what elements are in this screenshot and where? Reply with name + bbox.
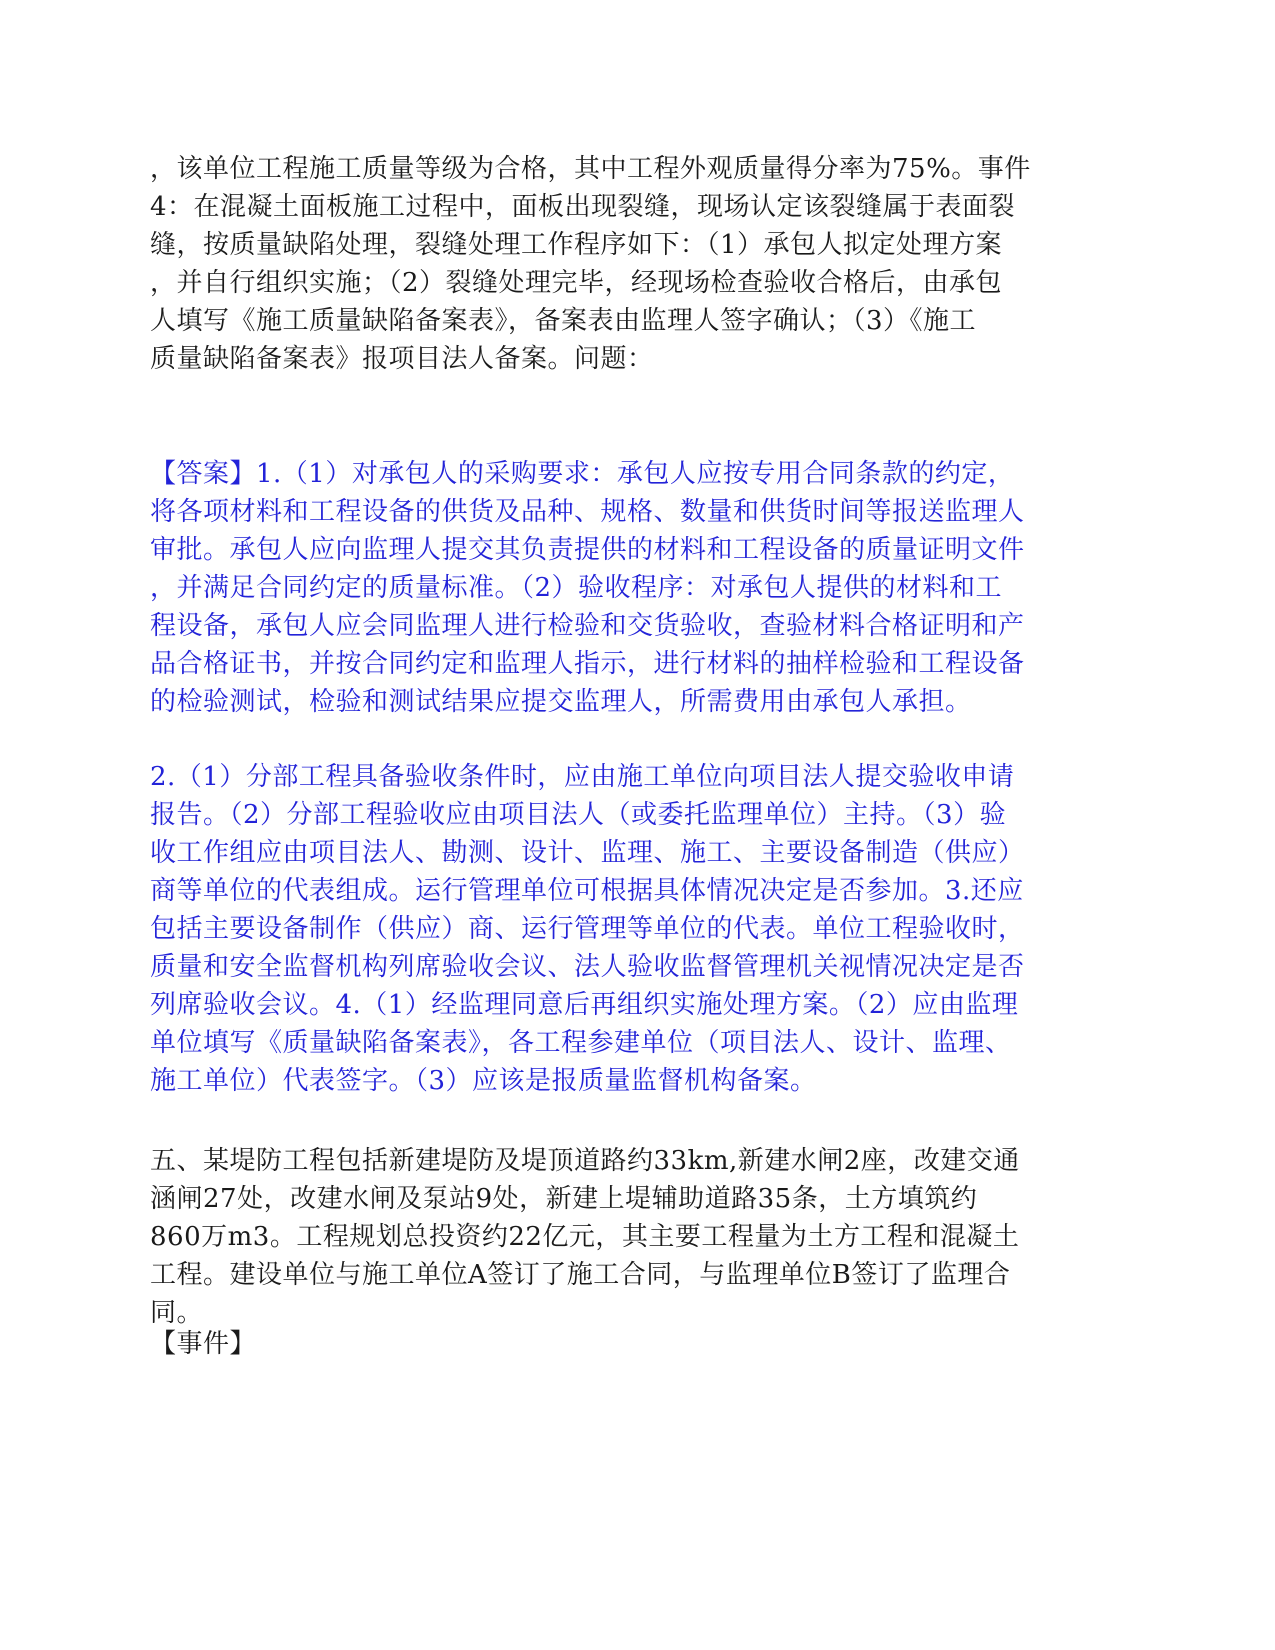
text-line: 4：在混凝土面板施工过程中，面板出现裂缝，现场认定该裂缝属于表面裂 xyxy=(150,192,1016,222)
answer-line: 单位填写《质量缺陷备案表》，各工程参建单位（项目法人、设计、监理、 xyxy=(150,1028,1012,1058)
answer-line: 包括主要设备制作（供应）商、运行管理等单位的代表。单位工程验收时， xyxy=(150,914,1025,944)
answer-line: 列席验收会议。4.（1）经监理同意后再组织实施处理方案。（2）应由监理 xyxy=(150,990,1019,1020)
answer-line: 商等单位的代表组成。运行管理单位可根据具体情况决定是否参加。3.还应 xyxy=(150,876,1024,906)
answer-line: 报告。（2）分部工程验收应由项目法人（或委托监理单位）主持。（3）验 xyxy=(150,800,1007,830)
event-heading: 【事件】 xyxy=(150,1329,257,1359)
answer-line: 品合格证书，并按合同约定和监理人指示，进行材料的抽样检验和工程设备 xyxy=(150,649,1025,679)
answer-paragraph xyxy=(150,455,1110,721)
text-line: 同。 xyxy=(150,1298,204,1328)
answer-paragraph-2 xyxy=(150,758,1110,1100)
text-line: 缝，按质量缺陷处理，裂缝处理工作程序如下：（1）承包人拟定处理方案 xyxy=(150,230,1003,260)
text-line: ，并自行组织实施；（2）裂缝处理完毕，经现场检查验收合格后，由承包 xyxy=(150,268,1003,298)
text-line: ，该单位工程施工质量等级为合格，其中工程外观质量得分率为75%。事件 xyxy=(150,154,1031,184)
question-paragraph xyxy=(150,150,1110,378)
event-heading-block xyxy=(150,1325,1110,1363)
text-line: 860万m3。工程规划总投资约22亿元，其主要工程量为土方工程和混凝土 xyxy=(150,1222,1020,1252)
answer-line: 程设备，承包人应会同监理人进行检验和交货验收，查验材料合格证明和产 xyxy=(150,611,1025,641)
answer-line: 【答案】1.（1）对承包人的采购要求：承包人应按专用合同条款的约定， xyxy=(150,459,1015,489)
answer-line: 2.（1）分部工程具备验收条件时，应由施工单位向项目法人提交验收申请 xyxy=(150,762,1015,792)
answer-line: 施工单位）代表签字。（3）应该是报质量监督机构备案。 xyxy=(150,1066,817,1096)
answer-line: 审批。承包人应向监理人提交其负责提供的材料和工程设备的质量证明文件 xyxy=(150,535,1025,565)
answer-line: ，并满足合同约定的质量标准。（2）验收程序：对承包人提供的材料和工 xyxy=(150,573,1003,603)
text-line: 人填写《施工质量缺陷备案表》，备案表由监理人签字确认；（3）《施工 xyxy=(150,306,977,336)
text-line: 工程。建设单位与施工单位A签订了施工合同，与监理单位B签订了监理合 xyxy=(150,1260,1011,1290)
section-five-paragraph xyxy=(150,1142,1110,1332)
answer-line: 的检验测试，检验和测试结果应提交监理人，所需费用由承包人承担。 xyxy=(150,687,972,717)
text-line: 五、某堤防工程包括新建堤防及堤顶道路约33km,新建水闸2座，改建交通 xyxy=(150,1146,1020,1176)
answer-line: 将各项材料和工程设备的供货及品种、规格、数量和供货时间等报送监理人 xyxy=(150,497,1025,527)
text-line: 质量缺陷备案表》报项目法人备案。问题： xyxy=(150,344,654,374)
answer-line: 质量和安全监督机构列席验收会议、法人验收监督管理机关视情况决定是否 xyxy=(150,952,1025,982)
answer-line: 收工作组应由项目法人、勘测、设计、监理、施工、主要设备制造（供应） xyxy=(150,838,1025,868)
text-line: 涵闸27处，改建水闸及泵站9处，新建上堤辅助道路35条，土方填筑约 xyxy=(150,1184,978,1214)
